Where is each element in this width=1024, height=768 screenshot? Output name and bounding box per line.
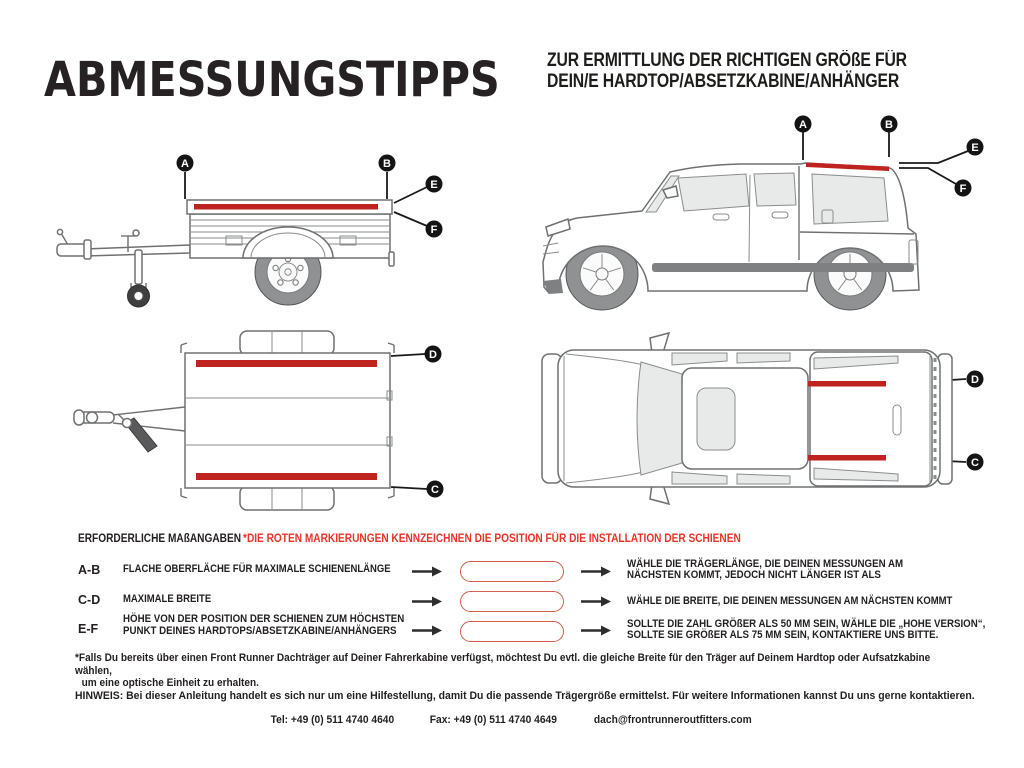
measurements-heading: ERFORDERLICHE MAßANGABEN: [78, 533, 242, 545]
rail-position-marker: [808, 455, 886, 461]
svg-text:E: E: [430, 179, 438, 191]
footnote-line-2: um eine optische Einheit zu erhalten.: [81, 677, 259, 689]
measurement-row-e-f: [0, 612, 1024, 646]
rail-position-marker: [194, 204, 378, 210]
footnote-line-1: *Falls Du bereits über einen Front Runner Dachträger auf Deiner Fahrerkabine verfügst, möchtest Du evtl. die gleiche Breite für den Träger auf Deinem Hardtop oder Aufsatzkabine wählen,: [75, 652, 931, 677]
svg-text:C: C: [431, 484, 439, 496]
rail-position-marker: [196, 360, 377, 367]
arrow-right-icon: [412, 566, 443, 577]
callout-d: [967, 371, 984, 388]
trailer-side-view: [57, 172, 427, 307]
selection-rule: SOLLTE DIE ZAHL GRÖßER ALS 50 MM SEIN, WÄHLE DIE „HOHE VERSION“, SOLLTE SIE GRÖßER ALS 75 MM SEIN, KONTAKTIERE UNS BITTE.: [627, 618, 986, 641]
callout-b: [881, 116, 898, 133]
svg-text:D: D: [429, 349, 437, 361]
phone-number: Tel: +49 (0) 511 4740 4640: [271, 714, 395, 726]
callout-e: [426, 176, 443, 193]
arrow-right-icon: [412, 625, 443, 636]
arrow-right-icon: [581, 625, 612, 636]
svg-text:D: D: [971, 374, 979, 386]
rail-position-marker: [808, 381, 886, 387]
footnote: [75, 652, 968, 690]
truck-top-view: [542, 333, 966, 504]
svg-text:E: E: [971, 142, 979, 154]
measurement-input-oval[interactable]: [460, 591, 564, 612]
email-address[interactable]: dach@frontrunneroutfitters.com: [593, 714, 752, 726]
truck-side-view: [543, 132, 968, 310]
svg-text:B: B: [885, 119, 893, 131]
svg-text:A: A: [799, 119, 807, 131]
range-label: A-B: [78, 563, 101, 577]
callout-f: [955, 180, 972, 197]
arrow-right-icon: [581, 566, 612, 577]
measurement-row-c-d: [0, 588, 1024, 612]
arrow-right-icon: [581, 596, 612, 607]
hint-note: HINWEIS: Bei dieser Anleitung handelt es sich nur um eine Hilfestellung, damit Du die passende Trägergröße ermittelst. Für weitere Informationen kannst Du uns gerne kontaktieren.: [75, 690, 975, 702]
svg-text:C: C: [971, 457, 979, 469]
fax-number: Fax: +49 (0) 511 4740 4649: [430, 714, 558, 726]
page-title: ABMESSUNGSTIPPS: [44, 52, 500, 108]
subtitle-line-1: ZUR ERMITTLUNG DER RICHTIGEN GRÖßE FÜR: [547, 50, 907, 71]
selection-rule: WÄHLE DIE TRÄGERLÄNGE, DIE DEINEN MESSUNGEN AM NÄCHSTEN KOMMT, JEDOCH NICHT LÄNGER IST ALS: [627, 558, 904, 581]
range-label: E-F: [78, 622, 99, 636]
red-markers-legend: *DIE ROTEN MARKIERUNGEN KENNZEICHNEN DIE POSITION FÜR DIE INSTALLATION DER SCHIENEN: [243, 533, 741, 545]
contact-footer: [0, 714, 1024, 726]
callout-b: [379, 155, 396, 172]
trailer-top-view: [74, 331, 427, 510]
callout-e: [967, 139, 984, 156]
subtitle-line-2: DEIN/E HARDTOP/ABSETZKABINE/ANHÄNGER: [547, 71, 900, 92]
measurement-description: FLACHE OBERFLÄCHE FÜR MAXIMALE SCHIENENLÄNGE: [123, 563, 391, 575]
selection-rule: WÄHLE DIE BREITE, DIE DEINEN MESSUNGEN AM NÄCHSTEN KOMMT: [627, 595, 953, 607]
callout-c: [427, 481, 444, 498]
svg-text:F: F: [430, 224, 438, 236]
measurement-row-a-b: [0, 559, 1024, 585]
range-label: C-D: [78, 593, 101, 607]
trailer-top-callout-lines: [391, 354, 427, 489]
svg-text:F: F: [959, 183, 967, 195]
callout-c: [967, 454, 984, 471]
page-subtitle: [547, 50, 907, 92]
rail-position-marker: [196, 473, 377, 480]
callout-f: [426, 221, 443, 238]
callout-a: [177, 155, 194, 172]
measurement-section-header: [0, 533, 1024, 549]
arrow-right-icon: [412, 596, 443, 607]
callout-d: [425, 346, 442, 363]
measurement-description: HÖHE VON DER POSITION DER SCHIENEN ZUM HÖCHSTEN PUNKT DEINES HARDTOPS/ABSETZKABINE/ANHÄNGERS: [123, 613, 405, 637]
svg-text:A: A: [181, 158, 189, 170]
callout-a: [795, 116, 812, 133]
measurement-input-oval[interactable]: [460, 561, 564, 582]
measurement-description: MAXIMALE BREITE: [123, 593, 212, 605]
svg-text:B: B: [383, 158, 391, 170]
measurement-input-oval[interactable]: [460, 621, 564, 642]
